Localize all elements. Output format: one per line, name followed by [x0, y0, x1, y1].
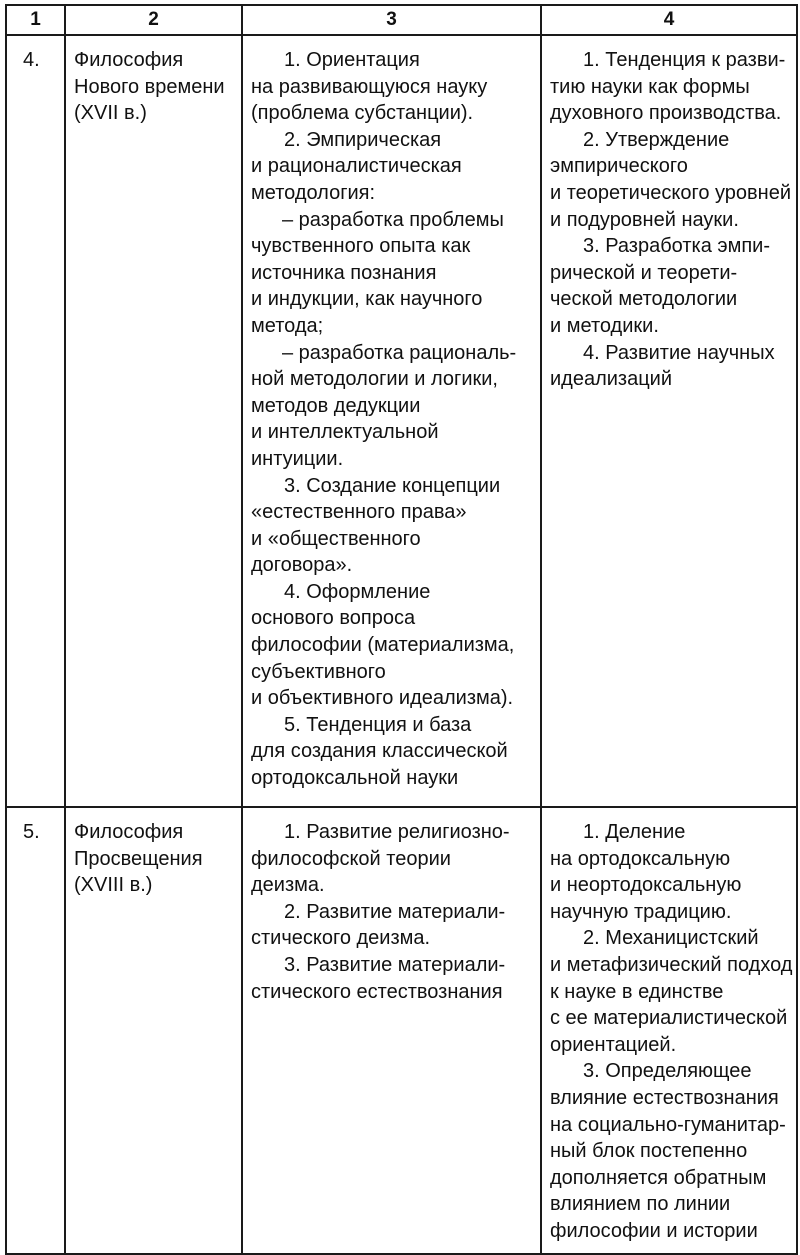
text-line: 1. Тенденция к разви-	[583, 49, 786, 71]
text-line: ческой методологии	[550, 288, 738, 311]
header-col-1: 1	[6, 5, 65, 35]
era-line: Нового времени	[74, 75, 225, 98]
era-line: Философия	[74, 821, 184, 843]
text-line: и объективного идеализма).	[251, 687, 514, 710]
era-cell	[65, 35, 242, 807]
text-line: 3. Развитие материали-	[284, 953, 506, 976]
text-line: стического естествознания	[251, 980, 503, 1003]
text-line: ориентацией.	[550, 1033, 677, 1056]
text-line: 3. Создание концепции	[284, 474, 501, 497]
philosophy-cell	[242, 807, 541, 1254]
text-line: 5. Тенденция и база	[284, 713, 472, 736]
text-line: эмпирического	[550, 155, 688, 178]
text-line: метода;	[251, 314, 324, 337]
text-line: дополняется обратным	[550, 1166, 767, 1189]
text-line: влиянием по линии	[550, 1193, 731, 1216]
philosophy-cell	[242, 35, 541, 807]
text-line: 1. Развитие религиозно-	[284, 821, 510, 843]
header-col-2: 2	[65, 5, 242, 35]
row-number: 4.	[6, 35, 65, 807]
text-line: рической и теорети-	[550, 261, 738, 284]
era-line: (XVII в.)	[74, 102, 147, 125]
text-line: влияние естествознания	[550, 1086, 779, 1109]
text-line: методов дедукции	[251, 394, 421, 417]
table-row	[6, 35, 797, 807]
text-line: и методики.	[550, 314, 659, 337]
text-line: и подуровней науки.	[550, 208, 739, 231]
text-line: и неортодоксальную	[550, 874, 742, 897]
text-line: деизма.	[251, 874, 325, 897]
text-line: – разработка рациональ-	[282, 341, 517, 364]
text-line: источника познания	[251, 261, 437, 284]
text-line: философии (материализма,	[251, 634, 515, 657]
text-line: 1. Ориентация	[284, 49, 420, 71]
text-line: и интеллектуальной	[251, 421, 439, 444]
text-line: ный блок постепенно	[550, 1140, 748, 1163]
text-line: и индукции, как научного	[251, 288, 483, 311]
text-line: чувственного опыта как	[251, 235, 471, 258]
text-line: идеализаций	[550, 368, 673, 391]
text-line: духовного производства.	[550, 102, 782, 125]
text-line: 1. Деление	[583, 821, 686, 843]
text-line: – разработка проблемы	[282, 208, 504, 231]
text-line: 3. Определяющее	[583, 1060, 752, 1083]
science-cell	[541, 807, 797, 1254]
text-line: 4. Оформление	[284, 580, 431, 603]
text-line: 2. Развитие материали-	[284, 900, 506, 923]
text-line: на развивающуюся науку	[251, 75, 488, 98]
era-cell	[65, 807, 242, 1254]
era-line: Философия	[74, 49, 184, 71]
text-line: субъективного	[251, 660, 386, 683]
text-line: интуиции.	[251, 447, 344, 470]
text-line: к науке в единстве	[550, 980, 724, 1003]
header-col-3: 3	[242, 5, 541, 35]
text-line: 2. Механицистский	[583, 927, 759, 950]
text-line: «естественного права»	[251, 501, 467, 524]
text-line: и метафизический подход	[550, 953, 793, 976]
table-row	[6, 807, 797, 1254]
text-line: 2. Утверждение	[583, 128, 730, 151]
text-line: (проблема субстанции).	[251, 102, 474, 125]
science-cell	[541, 35, 797, 807]
text-line: и теоретического уровней	[550, 181, 791, 204]
era-line: (XVIII в.)	[74, 874, 153, 897]
text-line: философской теории	[251, 847, 451, 870]
text-line: ной методологии и логики,	[251, 368, 498, 391]
text-line: договора».	[251, 554, 353, 577]
era-line: Просвещения	[74, 847, 203, 870]
text-line: основого вопроса	[251, 607, 416, 630]
text-line: 2. Эмпирическая	[284, 128, 442, 151]
row-number: 5.	[6, 807, 65, 1254]
text-line: с ее материалистической	[550, 1007, 788, 1030]
header-row	[6, 5, 797, 35]
text-line: методология:	[251, 181, 376, 204]
text-line: 3. Разработка эмпи-	[583, 235, 771, 258]
text-line: и «общественного	[251, 527, 421, 550]
philosophy-science-table	[5, 4, 798, 1255]
text-line: тию науки как формы	[550, 75, 750, 98]
text-line: стического деизма.	[251, 927, 431, 950]
text-line: на ортодоксальную	[550, 847, 731, 870]
text-line: на социально-гуманитар-	[550, 1113, 786, 1136]
text-line: ортодоксальной науки	[251, 767, 459, 790]
text-line: и рационалистическая	[251, 155, 462, 178]
text-line: научную традицию.	[550, 900, 732, 923]
text-line: для создания классической	[251, 740, 508, 763]
text-line: 4. Развитие научных	[583, 341, 775, 364]
text-line: философии и истории	[550, 1219, 758, 1242]
header-col-4: 4	[541, 5, 797, 35]
